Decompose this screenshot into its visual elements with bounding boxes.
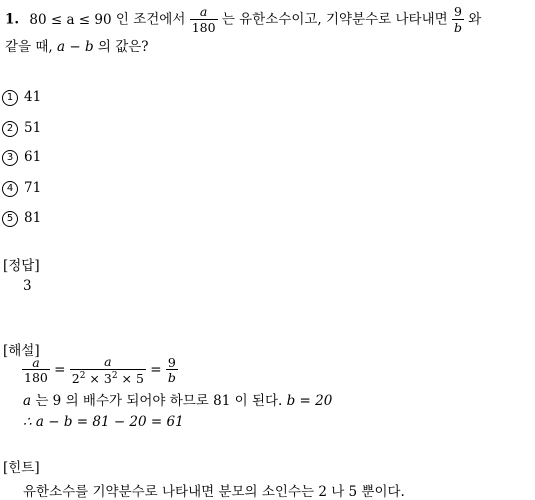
choice-value: 51 bbox=[24, 120, 42, 136]
eq-frac-right: $\frac{9}{b}$ bbox=[167, 354, 176, 386]
question-text-1: 인 조건에서 bbox=[111, 11, 190, 28]
explanation-equation bbox=[22, 356, 178, 385]
fraction-a-over-180: $\frac{a}{180}$ bbox=[191, 4, 216, 35]
choice-5[interactable] bbox=[2, 210, 41, 227]
eq-frac-mid-den: $2^2 \times 3^2 \times 5$ bbox=[71, 370, 144, 386]
choice-2[interactable] bbox=[2, 120, 41, 137]
choice-3[interactable] bbox=[2, 149, 41, 166]
choice-value: 41 bbox=[24, 89, 42, 105]
choice-marker-5: 5 bbox=[2, 211, 18, 227]
explanation-line-2: a 는 9 의 배수가 되어야 하므로 81 이 된다. b = 20 bbox=[23, 393, 333, 409]
question-line-2: 같을 때, a − b 의 값은? bbox=[5, 39, 149, 55]
answer-header: [정답] bbox=[3, 258, 40, 274]
answer-value: 3 bbox=[23, 278, 32, 294]
hint-text: 유한소수를 기약분수로 나타내면 분모의 소인수는 2 나 5 뿐이다. bbox=[23, 484, 405, 500]
question-expr: a − b bbox=[57, 39, 94, 55]
b-equals: b = 20 bbox=[286, 393, 333, 409]
equals-sign: = bbox=[150, 362, 162, 379]
choice-value: 61 bbox=[24, 149, 42, 165]
question-text-2: 는 유한소수이고, 기약분수로 나타내면 bbox=[217, 11, 452, 28]
eq-frac-left: $\frac{a}{180}$ bbox=[24, 354, 48, 386]
explanation-header: [해설] bbox=[3, 343, 40, 359]
question-line-1 bbox=[5, 6, 481, 34]
eq-frac-mid: $\frac{a}{2^2 \times 3^2 \times 5}$ bbox=[71, 354, 144, 386]
equals-sign: = bbox=[54, 362, 66, 379]
choice-marker-4: 4 bbox=[2, 181, 18, 197]
explanation-line-3: ∴ a − b = 81 − 20 = 61 bbox=[23, 414, 184, 430]
choice-1[interactable] bbox=[2, 89, 41, 106]
question-text-3: 와 bbox=[463, 11, 482, 28]
choice-4[interactable] bbox=[2, 180, 41, 197]
choice-marker-1: 1 bbox=[2, 90, 18, 106]
hint-header: [힌트] bbox=[3, 460, 40, 476]
fraction-9-over-b: $\frac{9}{b}$ bbox=[453, 4, 462, 35]
choice-value: 81 bbox=[24, 210, 42, 226]
choice-value: 71 bbox=[24, 180, 42, 196]
choice-marker-2: 2 bbox=[2, 121, 18, 137]
choice-marker-3: 3 bbox=[2, 150, 18, 166]
question-range: 80 ≤ a ≤ 90 bbox=[29, 11, 112, 28]
question-number: 1. bbox=[5, 11, 20, 28]
